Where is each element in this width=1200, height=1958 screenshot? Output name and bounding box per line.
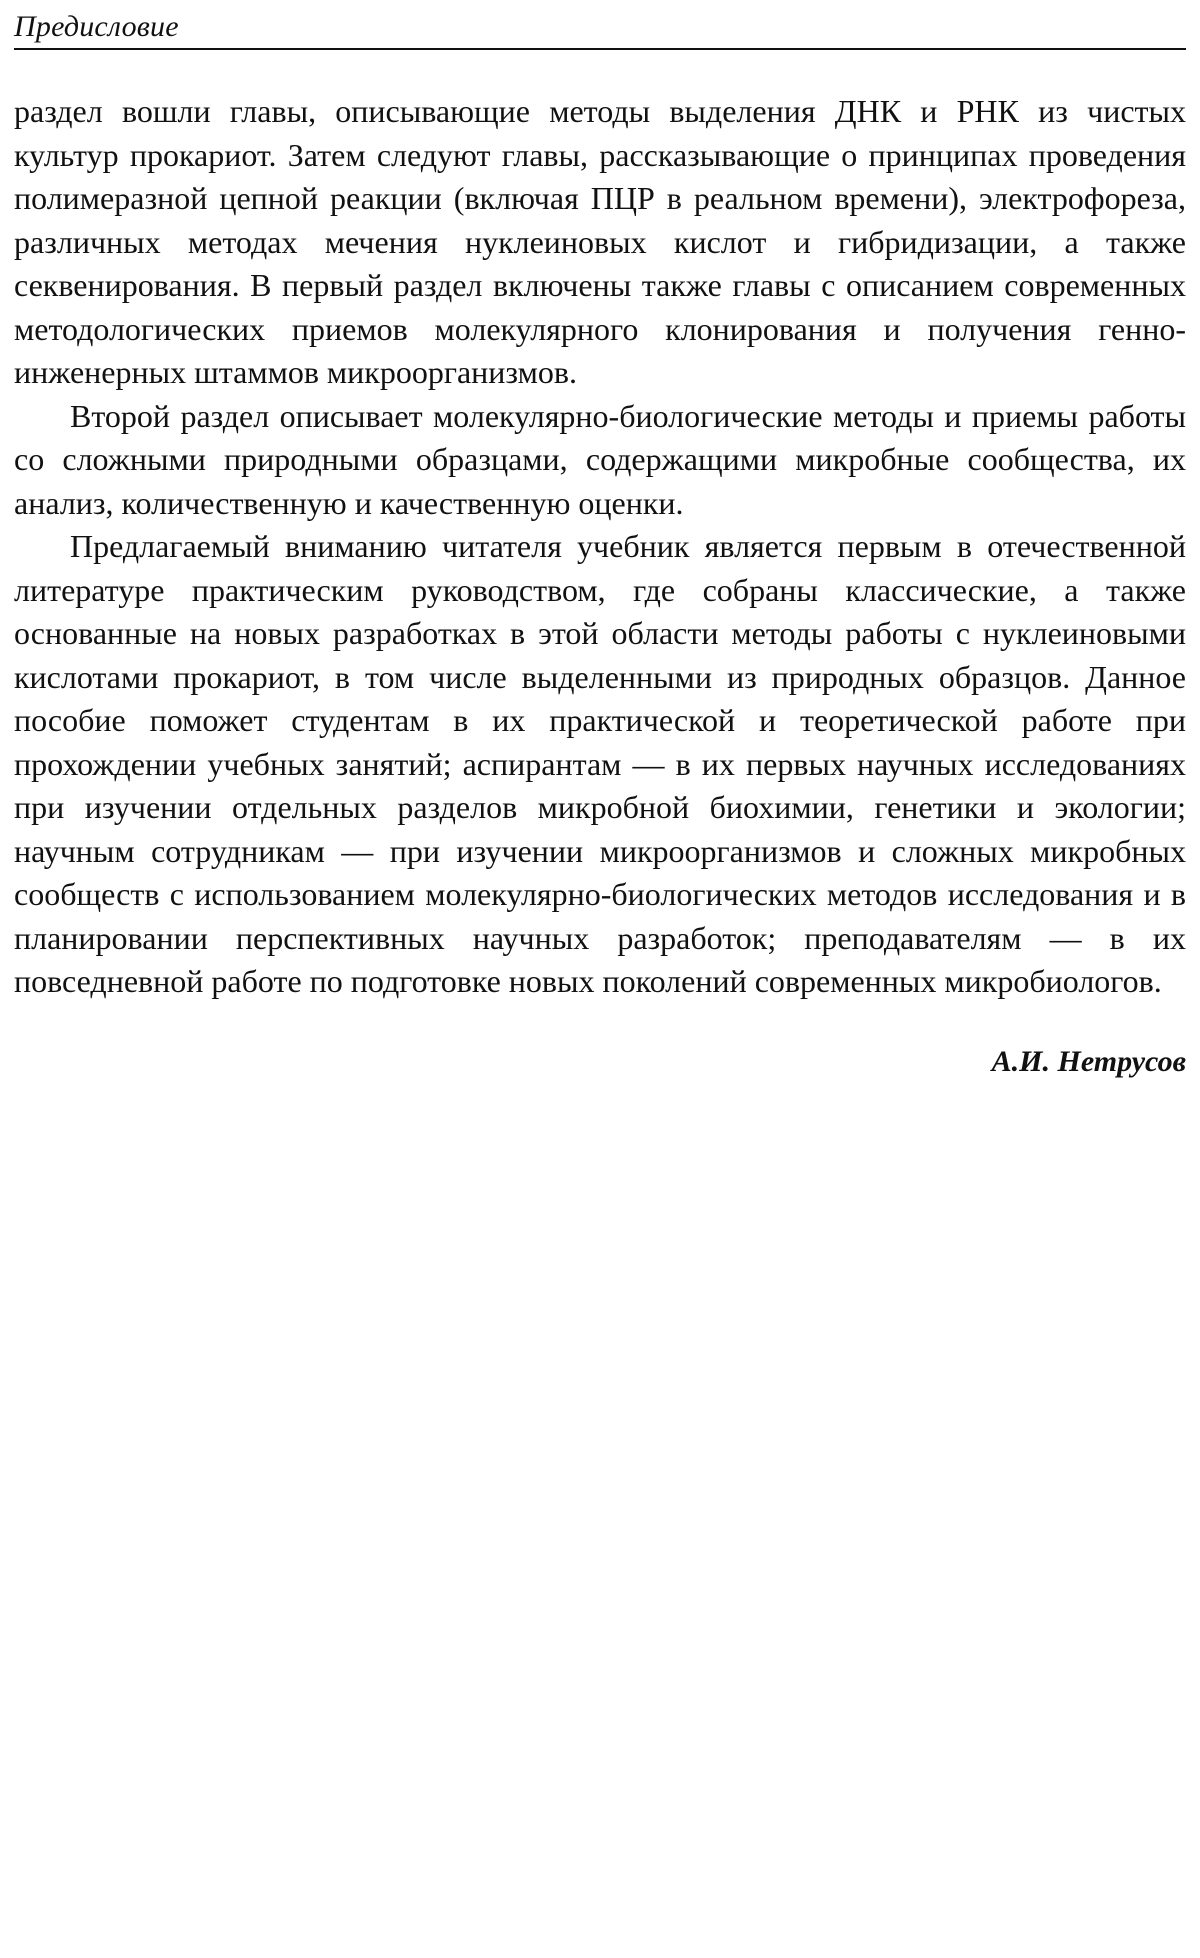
paragraph-textbook-purpose: Предлагаемый вниманию читателя учебник является первым в отечественной литературе практическим руководством, где собраны классические, а также основанные на новых разработках в этой области методы работы с нуклеиновыми кислотами прокариот, в том числе выделенными из природных образцов. Данное пособие поможет студентам в их практической и теоретической работе при прохождении учебных занятий; аспирантам — в их первых научных исследованиях при изучении отдельных разделов микробной биохимии, генетики и экологии; научным сотрудникам — при изучении микроорганизмов и сложных микробных сообществ с использованием молекулярно-биологических методов исследования и в планировании перспективных научных разработок; преподавателям — в их повседневной работе по подготовке новых поколений современных микробиологов. [14,528,1186,999]
paragraph-second-section: Второй раздел описывает молекулярно-биологические методы и приемы работы со сложными природными образцами, содержащими микробные сообщества, их анализ, количественную и качественную оценки. [14,397,1186,521]
running-header [14,8,1186,50]
book-page [14,0,1186,1082]
paragraph-continued: раздел вошли главы, описывающие методы выделения ДНК и РНК из чистых культур прокариот. Затем следуют главы, рассказывающие о принципах проведения полимеразной цепной реакции (включая ПЦР в реальном времени), электрофореза, различных методах мечения нуклеиновых кислот и гибридизации, а также секвенирования. В первый раздел включены также главы с описанием современных методологических приемов молекулярного клонирования и получения генно-инженерных штаммов микроорганизмов. [14,93,1186,390]
running-header-title: Предисловие [14,10,179,43]
author-signature: А.И. Нетрусов [991,1044,1186,1078]
preface-body [14,90,1186,1004]
